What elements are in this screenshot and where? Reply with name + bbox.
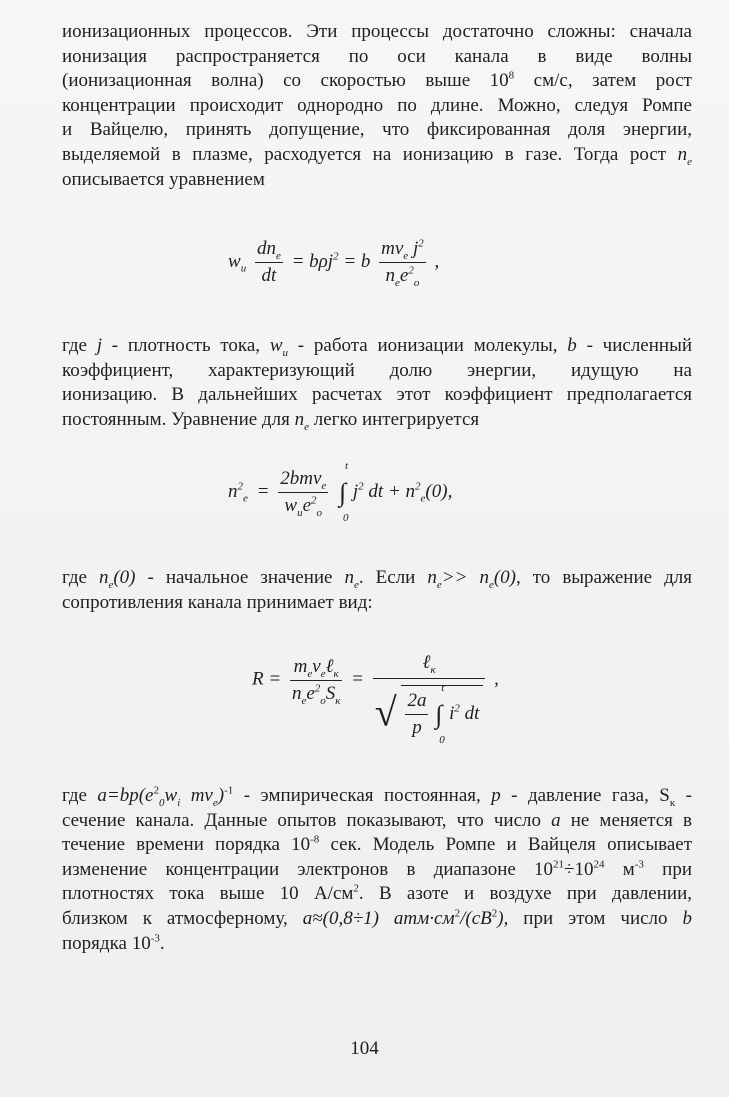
text-line: концентрации происходит однородно по длине. Можно, следуя Ромпе (62, 94, 692, 116)
text-line: плотностях тока выше 10 $А/см^2$. В азоте и воздухе при давлении, (62, 883, 692, 905)
equation-3: R = $\frac{m_e\nu_e\ell_к}{n_ee^2_oS_к}$ = ℓ$_к$ √ $\frac{2a}{p}$ ∫ t 0 $i^2$ dt , (252, 652, 499, 746)
text-line: где $a=bp(e^2_0w_i$ $m\nu_e)^{-1}$ - эмпирическая постоянная, p - давление газа, $S_к$ - (62, 784, 693, 809)
text-line: где j - плотность тока, $w_u$ - работа ионизации молекулы, b - численный (62, 335, 693, 359)
text-line: постоянным. Уравнение для $n_e$ легко интегрируется (62, 408, 480, 433)
page-number: 104 (350, 1038, 379, 1059)
equation-1: $w_u$ $\frac{dn_e}{dt}$ = bρj$^2$ = b $\frac{m\nu_e j^2}{n_ee^2_o}$ , (228, 237, 440, 289)
text-line: сечение канала. Данные опытов показывают, что число a не меняется в (62, 809, 693, 831)
text-line: ионизация распространяется по оси канала в виде волны (62, 45, 692, 67)
paragraph-4 (62, 784, 692, 956)
text-line: порядка $10^{-3}$. (62, 932, 165, 954)
text-line: выделяемой в плазме, расходуется на ионизацию в газе. Тогда рост $n_e$ (62, 143, 692, 168)
paragraph-2 (62, 334, 692, 432)
text-line: ионизационных процессов. Эти процессы достаточно сложны: сначала (62, 21, 692, 42)
text-line: сопротивления канала принимает вид: (62, 591, 373, 613)
paragraph-1 (62, 20, 692, 192)
equation-2: $n^2_e$ = $\frac{2bm\nu_e}{w_ue^2_o}$ ∫ t 0 $j^2$ dt + $n^2_e(0)$, (228, 459, 453, 524)
text-line: изменение концентрации электронов в диапазоне $10^{21}\div 10^{24}$ $м^{-3}$ при (62, 858, 692, 880)
text-line: описывается уравнением (62, 168, 265, 190)
text-line: близком к атмосферному, a≈(0,8÷1) $атм\cdot см^2/(сВ^2)$, при этом число b (62, 907, 692, 929)
text-line: (ионизационная волна) со скоростью выше $10^8$ см/с, затем рост (62, 69, 692, 92)
text-line: коэффициент, характеризующий долю энергии, идущую на (62, 359, 692, 381)
text-line: где $n_e(0)$ - начальное значение $n_e$. Если $n_e>> n_e(0)$, то выражение для (62, 567, 692, 591)
text-line: и Вайцелю, принять допущение, что фиксированная доля энергии, (62, 119, 692, 141)
text-line: ионизацию. В дальнейших расчетах этот коэффициент предполагается (62, 384, 692, 406)
text-line: течение времени порядка $10^{-8}$ сек. Модель Ромпе и Вайцеля описывает (62, 833, 692, 856)
paragraph-3 (62, 566, 692, 615)
